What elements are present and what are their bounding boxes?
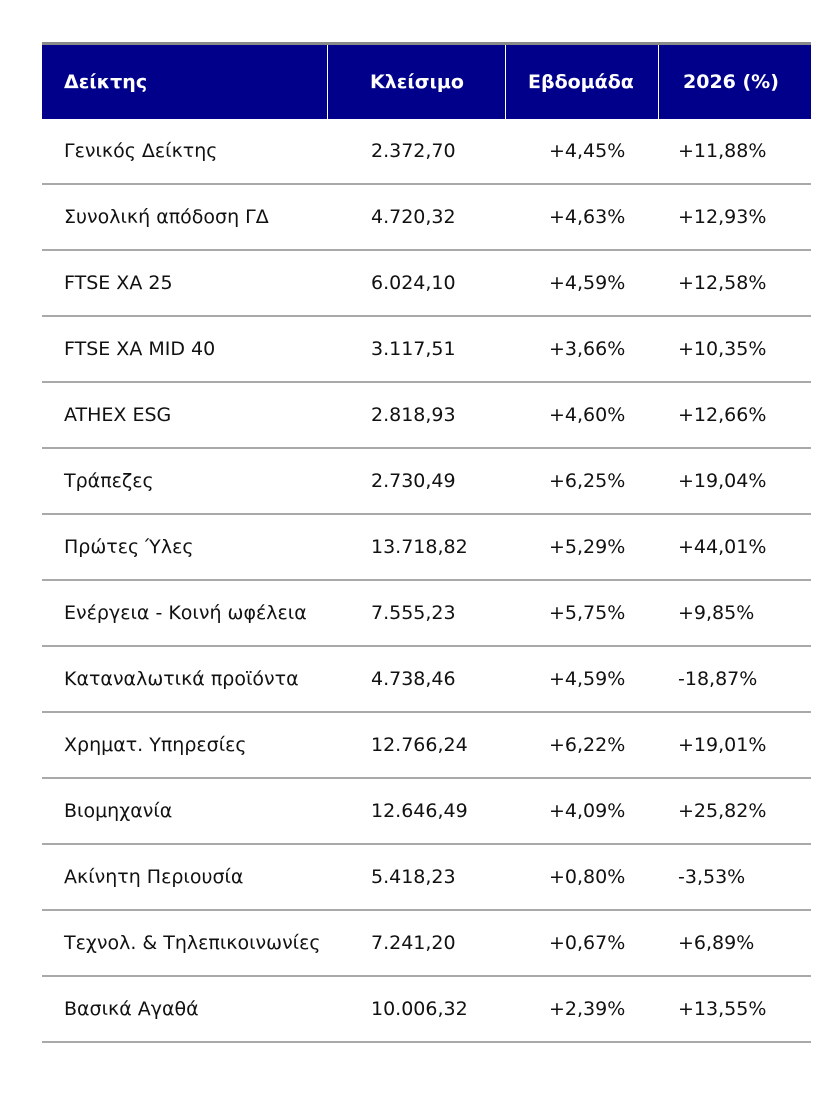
index-name: ATHEX ESG: [64, 403, 172, 426]
table-row: [42, 251, 811, 317]
week-change: +3,66%: [549, 337, 626, 360]
index-name: Ακίνητη Περιουσία: [64, 865, 244, 888]
header-ytd: 2026 (%): [658, 45, 811, 119]
table-row: [42, 449, 811, 515]
table-row: [42, 317, 811, 383]
index-name: Συνολική απόδοση ΓΔ: [64, 205, 269, 228]
table-row: [42, 977, 811, 1043]
index-name: Τράπεζες: [64, 469, 154, 492]
ytd-change: +25,82%: [678, 799, 767, 822]
close-value: 2.372,70: [371, 139, 456, 162]
ytd-change: -18,87%: [678, 667, 758, 690]
week-change: +0,67%: [549, 931, 626, 954]
ytd-change: -3,53%: [678, 865, 746, 888]
close-value: 7.241,20: [371, 931, 456, 954]
table-row: [42, 119, 811, 185]
week-change: +4,59%: [549, 667, 626, 690]
close-value: 7.555,23: [371, 601, 456, 624]
close-value: 12.766,24: [371, 733, 468, 756]
ytd-change: +12,58%: [678, 271, 767, 294]
ytd-change: +19,04%: [678, 469, 767, 492]
ytd-change: +12,66%: [678, 403, 767, 426]
index-name: Τεχνολ. & Τηλεπικοινωνίες: [64, 931, 321, 954]
table-row: [42, 845, 811, 911]
close-value: 10.006,32: [371, 997, 468, 1020]
table-row: [42, 383, 811, 449]
ytd-change: +9,85%: [678, 601, 755, 624]
header-index: Δείκτης: [64, 71, 148, 93]
table-row: [42, 515, 811, 581]
index-name: Γενικός Δείκτης: [64, 139, 218, 162]
table-row: [42, 911, 811, 977]
week-change: +4,45%: [549, 139, 626, 162]
ytd-change: +12,93%: [678, 205, 767, 228]
ytd-change: +10,35%: [678, 337, 767, 360]
ytd-change: +6,89%: [678, 931, 755, 954]
week-change: +6,22%: [549, 733, 626, 756]
week-change: +5,29%: [549, 535, 626, 558]
index-name: Βασικά Αγαθά: [64, 997, 199, 1020]
close-value: 2.730,49: [371, 469, 456, 492]
close-value: 4.720,32: [371, 205, 456, 228]
table-row: [42, 779, 811, 845]
index-name: FTSE ΧΑ MID 40: [64, 337, 216, 360]
week-change: +4,09%: [549, 799, 626, 822]
index-name: Βιομηχανία: [64, 799, 173, 822]
index-name: Χρηματ. Υπηρεσίες: [64, 733, 247, 756]
close-value: 6.024,10: [371, 271, 456, 294]
table-row: [42, 581, 811, 647]
table-row: [42, 713, 811, 779]
index-name: Πρώτες Ύλες: [64, 535, 194, 558]
indices-table: [42, 42, 811, 1043]
week-change: +4,63%: [549, 205, 626, 228]
ytd-change: +11,88%: [678, 139, 767, 162]
table-row: [42, 647, 811, 713]
close-value: 5.418,23: [371, 865, 456, 888]
ytd-change: +19,01%: [678, 733, 767, 756]
week-change: +5,75%: [549, 601, 626, 624]
index-name: Καταναλωτικά προϊόντα: [64, 667, 299, 690]
close-value: 2.818,93: [371, 403, 456, 426]
week-change: +4,59%: [549, 271, 626, 294]
ytd-change: +44,01%: [678, 535, 767, 558]
index-name: Ενέργεια - Κοινή ωφέλεια: [64, 601, 307, 624]
week-change: +6,25%: [549, 469, 626, 492]
close-value: 3.117,51: [371, 337, 456, 360]
header-close: Κλείσιμο: [327, 45, 505, 119]
week-change: +0,80%: [549, 865, 626, 888]
close-value: 4.738,46: [371, 667, 456, 690]
index-name: FTSE ΧΑ 25: [64, 271, 173, 294]
close-value: 13.718,82: [371, 535, 468, 558]
close-value: 12.646,49: [371, 799, 468, 822]
week-change: +4,60%: [549, 403, 626, 426]
table-header: [42, 42, 811, 119]
ytd-change: +13,55%: [678, 997, 767, 1020]
header-week: Εβδομάδα: [505, 45, 658, 119]
week-change: +2,39%: [549, 997, 626, 1020]
table-row: [42, 185, 811, 251]
